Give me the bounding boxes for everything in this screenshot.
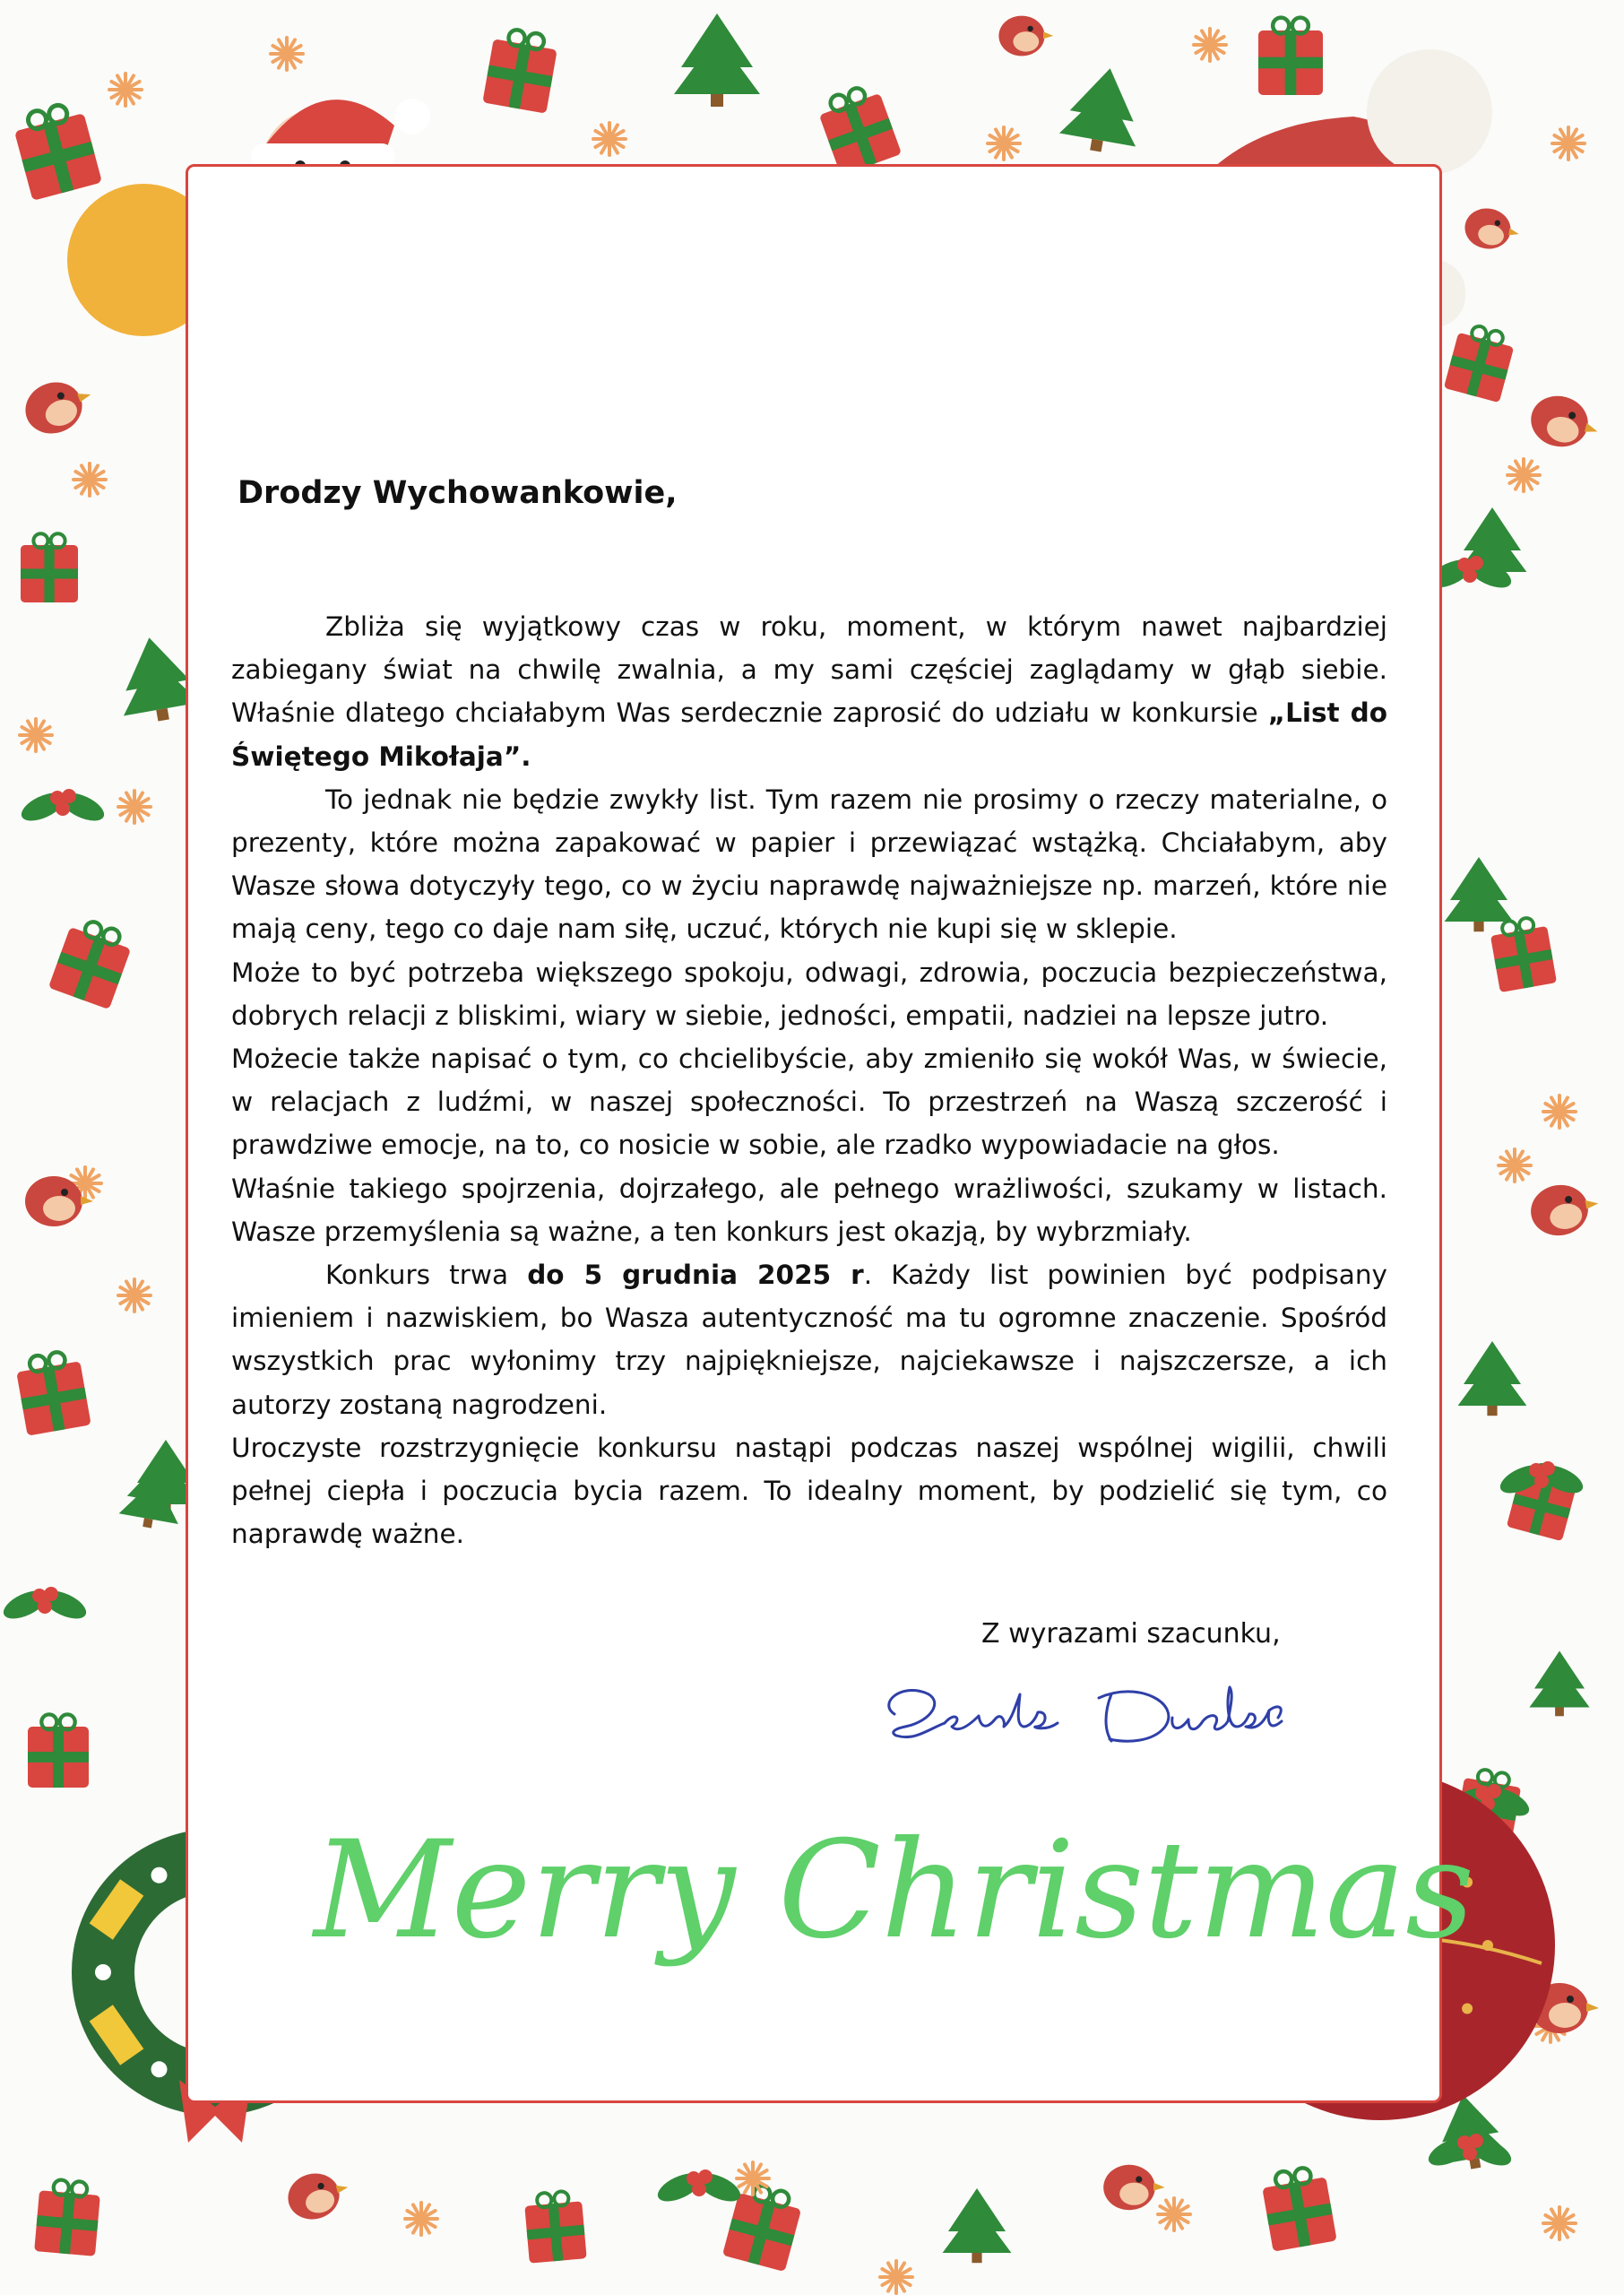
banner-text: Merry Christmas bbox=[314, 1813, 1475, 1969]
gift-icon bbox=[28, 1714, 89, 1788]
paragraph bbox=[231, 1426, 1387, 1556]
snowflake-icon bbox=[737, 2162, 769, 2195]
snowflake-icon bbox=[73, 463, 106, 496]
bold-text: „List do Świętego Mikołaja”. bbox=[231, 697, 1387, 772]
gift-icon bbox=[1444, 321, 1517, 403]
snowflake-icon bbox=[1507, 459, 1540, 491]
paragraph-text: Możecie także napisać o tym, co chcielibyście, aby zmieniło się wokół Was, w świecie, w relacjach z ludźmi, w naszej społeczności. To przestrzeń na Waszą szczerość i prawdziwe emocje, na to, co nosicie w sobie, ale rzadko wypowiadacie na głos. bbox=[231, 1044, 1387, 1161]
holly-icon bbox=[0, 1585, 91, 1624]
holly-icon bbox=[653, 2168, 744, 2207]
letter-body bbox=[231, 605, 1387, 1555]
robin-icon bbox=[1462, 204, 1523, 254]
paragraph-text: Konkurs trwa bbox=[325, 1260, 528, 1291]
gift-icon bbox=[1260, 2164, 1337, 2252]
snowflake-icon bbox=[405, 2203, 437, 2235]
paragraph bbox=[231, 605, 1387, 778]
holly-icon bbox=[1424, 2132, 1515, 2171]
gift-icon bbox=[11, 100, 102, 201]
snowflake-icon bbox=[1552, 127, 1585, 160]
snowflake-icon bbox=[1194, 29, 1226, 61]
snowflake-icon bbox=[118, 791, 151, 823]
paragraph bbox=[231, 778, 1387, 951]
gift-icon bbox=[523, 2190, 586, 2264]
paragraph-text: Zbliża się wyjątkowy czas w roku, moment, w którym nawet najbardziej zabiegany świat na chwilę zwalnia, a my sami częściej zaglądamy w głąb siebie. Właśnie dlatego chciałabym Was serdecznie zaprosić do udziału w konkursie bbox=[231, 611, 1387, 729]
snowflake-icon bbox=[1499, 1149, 1531, 1182]
gift-icon bbox=[815, 81, 902, 176]
merry-christmas-banner bbox=[305, 1813, 1475, 1977]
paragraph-text: Może to być potrzeba większego spokoju, odwagi, zdrowia, poczucia bezpieczeństwa, dobrych relacji z bliskimi, wiary w siebie, jedności, empatii, nadziei na lepsze jutro. bbox=[231, 957, 1387, 1031]
snowflake-icon bbox=[1543, 1096, 1576, 1128]
paragraph-text: To jednak nie będzie zwykły list. Tym razem nie prosimy o rzeczy materialne, o prezenty, które można zapakować w papier i przewiązać wstążką. Chciałabym, aby Wasze słowa dotyczyły tego, co w życiu naprawdę najważniejsze np. marzeń, które nie mają ceny, tego co daje nam siłę, uczuć, których nie kupi się w sklepie. bbox=[231, 784, 1387, 945]
robin-icon bbox=[998, 16, 1053, 56]
tree-icon bbox=[1458, 1341, 1527, 1416]
gift-icon bbox=[21, 533, 78, 602]
tree-icon bbox=[943, 2188, 1012, 2263]
robin-icon bbox=[1527, 1179, 1603, 1240]
paragraph bbox=[231, 1253, 1387, 1426]
greeting: Drodzy Wychowankowie, bbox=[238, 475, 678, 511]
robin-icon bbox=[18, 371, 99, 442]
tree-icon bbox=[674, 13, 760, 107]
snowflake-icon bbox=[988, 127, 1020, 160]
snowflake-icon bbox=[109, 74, 142, 106]
tree-icon bbox=[1058, 62, 1148, 158]
paragraph bbox=[231, 1167, 1387, 1253]
snowflake-icon bbox=[593, 123, 626, 155]
gift-icon bbox=[14, 1348, 91, 1436]
robin-icon bbox=[283, 2165, 354, 2224]
holly-icon bbox=[17, 787, 108, 827]
snowflake-icon bbox=[20, 719, 52, 751]
paragraph-text: Właśnie takiego spojrzenia, dojrzałego, ale pełnego wrażliwości, szukamy w listach. Wasze przemyślenia są ważne, a ten konkurs jest okazją, by wybrzmiały. bbox=[231, 1173, 1387, 1247]
tree-icon bbox=[1529, 1651, 1589, 1717]
gift-icon bbox=[482, 26, 559, 114]
closing-phrase: Z wyrazami szacunku, bbox=[981, 1618, 1281, 1650]
snowflake-icon bbox=[880, 2261, 912, 2293]
gift-icon bbox=[1258, 18, 1323, 95]
robin-icon bbox=[1525, 390, 1604, 456]
paragraph bbox=[231, 951, 1387, 1037]
paragraph-text: . Każdy list powinien być podpisany imieniem i nazwiskiem, bo Wasza autentyczność ma tu ogromne znaczenie. Spośród wszystkich prac wyłonimy trzy najpiękniejsze, najciekawsze i najszczersze, a ich autorzy zostaną nagrodzeni. bbox=[231, 1260, 1387, 1420]
snowflake-icon bbox=[271, 38, 303, 70]
gift-icon bbox=[1489, 914, 1557, 992]
paragraph-text: Uroczyste rozstrzygnięcie konkursu nastąpi podczas naszej wspólnej wigilii, chwili pełnej ciepła i poczucia bycia razem. To idealny moment, by podzielić się tym, co naprawdę ważne. bbox=[231, 1432, 1387, 1550]
signature bbox=[869, 1667, 1317, 1766]
gift-icon bbox=[34, 2178, 101, 2256]
paragraph bbox=[231, 1037, 1387, 1167]
robin-icon bbox=[1103, 2165, 1164, 2210]
snowflake-icon bbox=[1543, 2207, 1576, 2239]
gift-icon bbox=[48, 914, 135, 1009]
bold-text: do 5 grudnia 2025 r bbox=[527, 1260, 864, 1291]
tree-icon bbox=[1445, 857, 1514, 931]
snowflake-icon bbox=[118, 1279, 151, 1312]
snowflake-icon bbox=[1158, 2198, 1190, 2230]
